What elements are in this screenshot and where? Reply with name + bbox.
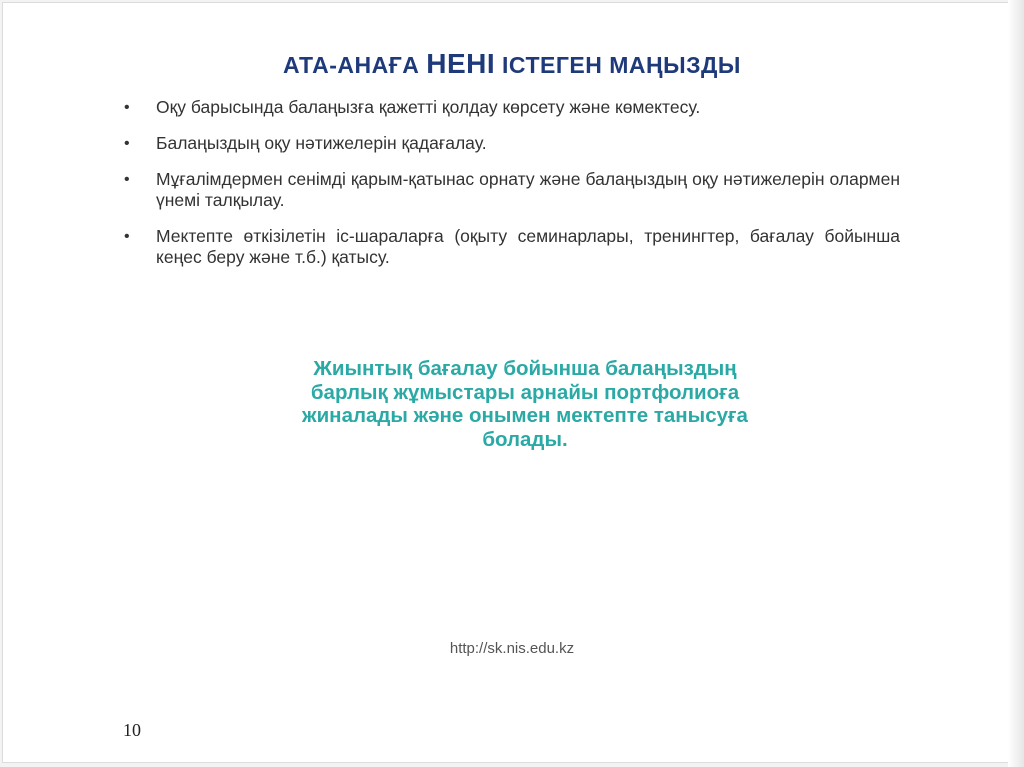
highlight-line-2: барлық жұмыстары арнайы портфолиоға xyxy=(310,380,740,404)
title-part-1: АТА-АНАҒА xyxy=(283,52,427,78)
bullet-list xyxy=(118,97,900,283)
list-item xyxy=(118,226,900,268)
list-item-text: Оқу барысында балаңызға қажетті қолдау көрсету және көмектесу. xyxy=(156,97,701,117)
bullet-marker: • xyxy=(124,171,130,188)
highlight-note xyxy=(175,357,875,451)
bullet-marker: • xyxy=(124,228,130,245)
list-item xyxy=(118,133,900,154)
list-item xyxy=(118,169,900,211)
list-item xyxy=(118,97,900,118)
page-number: 10 xyxy=(123,720,141,740)
highlight-line-3: жиналады және онымен мектепте танысуға xyxy=(302,404,748,427)
list-item-text: Мектепте өткізілетін іс-шараларға (оқыту семинарлары, тренингтер, бағалау бойынша кеңес беру және т.б.) қатысу. xyxy=(156,226,900,267)
source-url: http://sk.nis.edu.kz xyxy=(449,640,575,657)
bullet-marker: • xyxy=(124,99,130,116)
page-title xyxy=(0,48,1024,80)
list-item-text: Мұғалімдермен сенімді қарым-қатынас орнату және балаңыздың оқу нәтижелерін олармен үнемі талқылау. xyxy=(156,169,900,210)
highlight-line-1: Жиынтық бағалау бойынша балаңыздың xyxy=(313,357,737,380)
list-item-text: Балаңыздың оқу нәтижелерін қадағалау. xyxy=(156,133,487,153)
title-part-3: ІСТЕГЕН МАҢЫЗДЫ xyxy=(495,52,741,78)
title-part-2: НЕНІ xyxy=(426,48,496,79)
highlight-line-4: болады. xyxy=(482,427,568,451)
bullet-marker: • xyxy=(124,135,130,152)
